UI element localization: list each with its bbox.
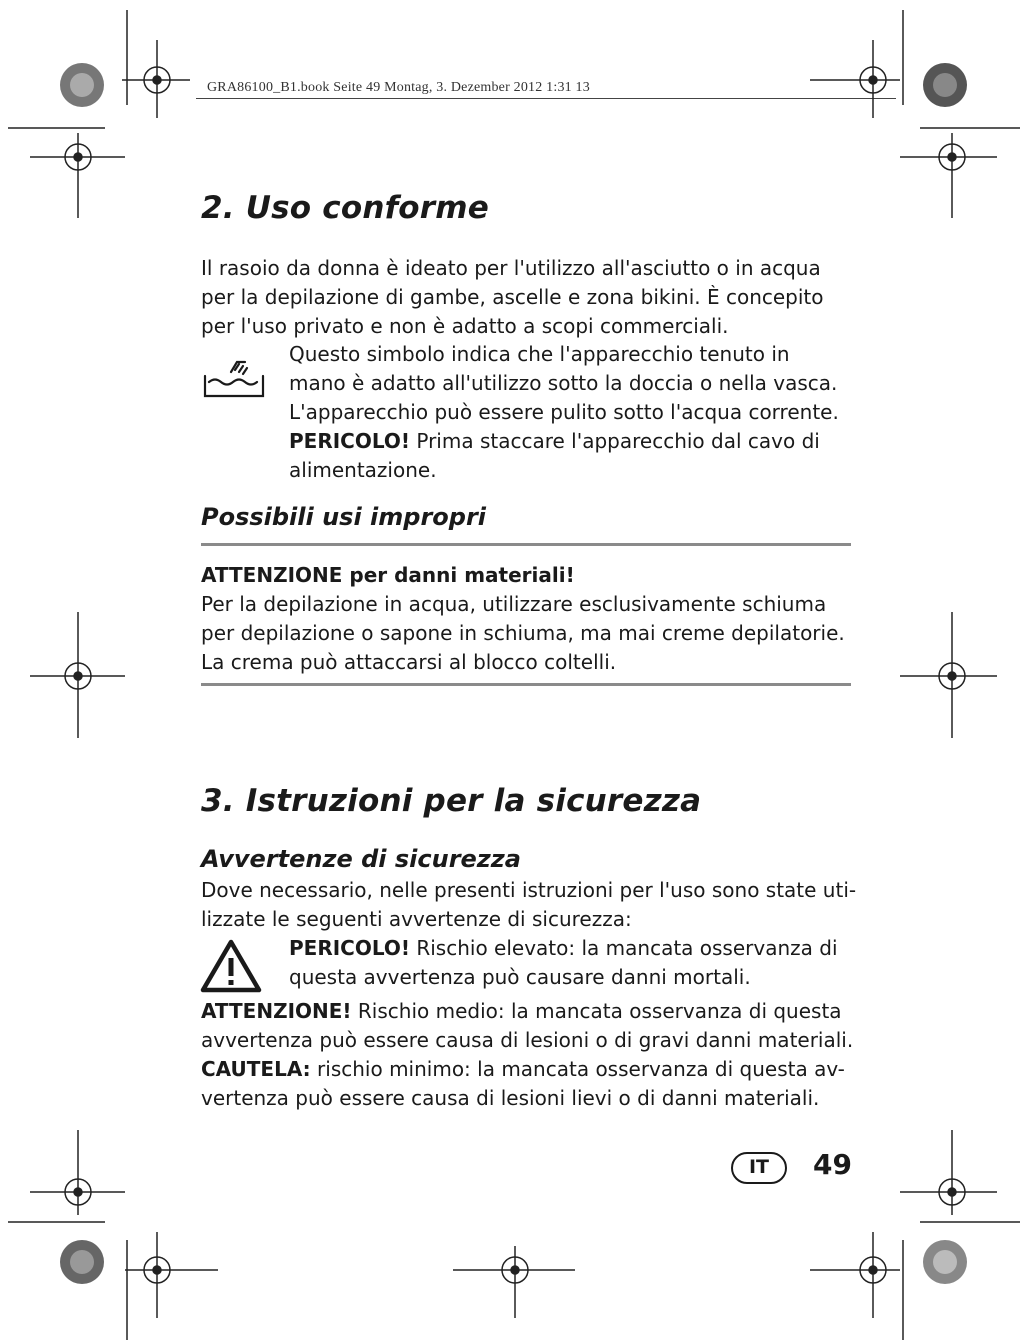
shower-bath-icon [197, 348, 269, 404]
intro-line: per l'uso privato e non è adatto a scopi commerciali. [201, 314, 729, 338]
symbol-note-line: mano è adatto all'utilizzo sotto la doccia o nella vasca. [289, 371, 838, 395]
attention-label: ATTENZIONE! [201, 999, 352, 1023]
attention-text: Rischio medio: la mancata osservanza di questa [351, 999, 842, 1023]
page-number: 49 [813, 1148, 852, 1181]
danger-text: Prima staccare l'apparecchio dal cavo di [410, 429, 820, 453]
divider [201, 543, 851, 546]
material-warning [201, 561, 845, 677]
safety-warnings-title: Avvertenze di sicurezza [201, 845, 521, 873]
danger-label: PERICOLO! [289, 429, 410, 453]
warning-line: per depilazione o sapone in schiuma, ma mai creme depilatorie. [201, 621, 845, 645]
intro-line: per la depilazione di gambe, ascelle e zona bikini. È concepito [201, 285, 824, 309]
caution-text: rischio minimo: la mancata osservanza di questa av- [310, 1057, 845, 1081]
attention-text-2: avvertenza può essere causa di lesioni o di gravi danni materiali. [201, 1028, 854, 1052]
danger-line [289, 427, 839, 456]
levels [201, 997, 853, 1113]
caution-text-2: vertenza può essere causa di lesioni lievi o di danni materiali. [201, 1086, 820, 1110]
symbol-note-line: Questo simbolo indica che l'apparecchio tenuto in [289, 342, 790, 366]
section-2-intro [201, 254, 824, 341]
divider [201, 683, 851, 686]
section-2-title: 2. Uso conforme [201, 190, 489, 226]
language-badge: IT [731, 1152, 787, 1184]
caution-label: CAUTELA: [201, 1057, 311, 1081]
section-3-title: 3. Istruzioni per la sicurezza [201, 783, 702, 819]
misuse-title: Possibili usi impropri [201, 503, 487, 531]
symbol-note-line: L'apparecchio può essere pulito sotto l'acqua corrente. [289, 400, 839, 424]
intro-line: lizzate le seguenti avvertenze di sicurezza: [201, 907, 632, 931]
warning-triangle-icon [199, 938, 263, 994]
warning-line: La crema può attaccarsi al blocco coltelli. [201, 650, 617, 674]
danger-line-2: alimentazione. [289, 458, 437, 482]
danger-text-2: questa avvertenza può causare danni mortali. [289, 965, 751, 989]
symbol-note [289, 340, 839, 485]
print-header: GRA86100_B1.book Seite 49 Montag, 3. Dezember 2012 1:31 13 [207, 80, 590, 95]
danger-warning [289, 934, 838, 992]
warning-label: ATTENZIONE per danni materiali! [201, 563, 575, 587]
danger-text: Rischio elevato: la mancata osservanza di [410, 936, 838, 960]
section-3-intro [201, 876, 856, 934]
danger-label: PERICOLO! [289, 936, 410, 960]
warning-line: Per la depilazione in acqua, utilizzare esclusivamente schiuma [201, 592, 827, 616]
intro-line: Dove necessario, nelle presenti istruzioni per l'uso sono state uti- [201, 878, 857, 902]
intro-line: Il rasoio da donna è ideato per l'utilizzo all'asciutto o in acqua [201, 256, 821, 280]
